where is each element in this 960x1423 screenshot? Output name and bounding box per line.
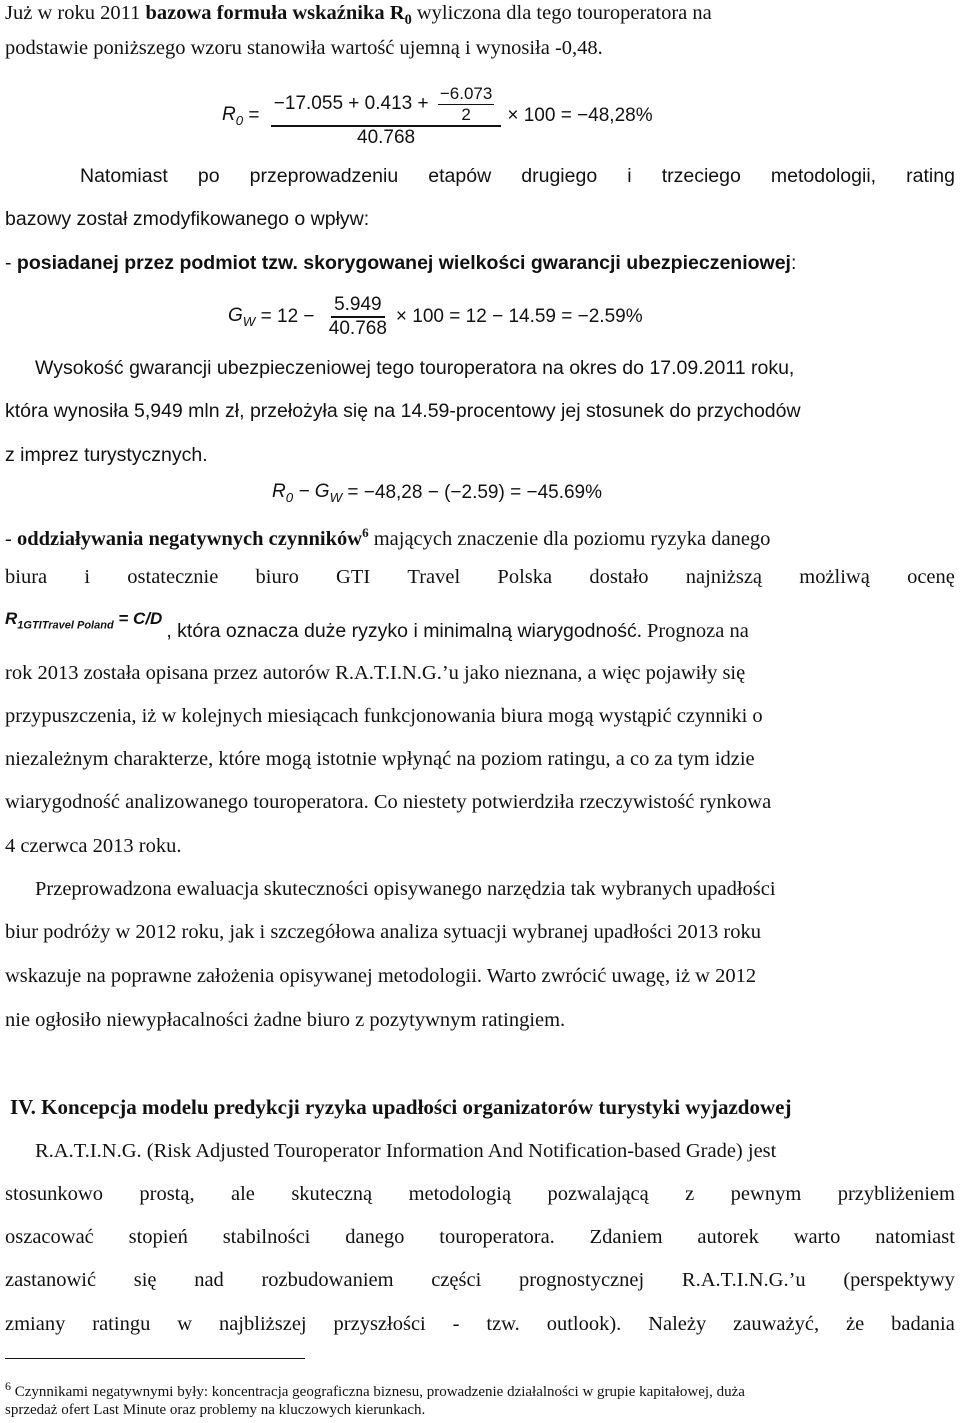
footnote-line-1	[5, 1376, 955, 1402]
paragraph-4-line-8: 4 czerwca 2013 roku.	[5, 835, 182, 857]
word: zastanowić	[5, 1269, 97, 1291]
word: danego	[345, 1226, 405, 1248]
formula-subscript: 0	[235, 112, 244, 128]
word: stabilności	[222, 1226, 311, 1248]
paragraph-4-line-4: rok 2013 została opisana przez autorów R.A.T.I.N.G.’u jako nieznana, a więc pojawiły się	[5, 662, 746, 684]
word: badania	[891, 1313, 955, 1335]
paragraph-3-line-3: z imprez turystycznych.	[5, 444, 208, 466]
equals-sign: =	[243, 105, 265, 126]
word: biura	[5, 566, 48, 588]
bullet-1	[5, 250, 955, 276]
formula-symbol: R	[272, 481, 286, 503]
word: z	[685, 1183, 695, 1205]
paragraph-5-line-1: Przeprowadzona ewaluacja skuteczności opisywanego narzędzia tak wybranych upadłości	[35, 878, 776, 900]
inner-fraction	[438, 84, 494, 125]
paragraph-5-line-2: biur podróży w 2012 roku, jak i szczegółowa analiza sytuacji wybranej upadłości 2013 roku	[5, 921, 762, 943]
paragraph-3-line-2: która wynosiła 5,949 mln zł, przełożyła się na 14.59-procentowy jej stosunek do przychodów	[5, 400, 801, 422]
inline-formula	[5, 606, 162, 638]
word: GTI	[336, 566, 371, 588]
paragraph-5-line-4: nie ogłosiło niewypłacalności żadne biuro z pozytywnym ratingiem.	[5, 1009, 566, 1031]
formula-fraction	[271, 84, 502, 149]
text-run: . Prognoza na	[636, 620, 749, 643]
word: ale	[231, 1183, 255, 1205]
word: natomiast	[875, 1226, 955, 1248]
formula-symbol: − G	[293, 481, 330, 503]
formula-lhs	[228, 305, 255, 329]
footnote-ref[interactable]: 6	[362, 525, 369, 540]
word: trzeciego	[661, 165, 741, 187]
formula-rhs: × 100 = 12 − 14.59 = −2.59%	[395, 306, 643, 327]
word: i	[84, 566, 91, 588]
word: metodologią	[408, 1183, 512, 1205]
word: Należy	[648, 1313, 707, 1335]
word: Zdaniem	[589, 1226, 663, 1248]
word: tzw.	[486, 1313, 520, 1335]
fraction-numerator	[271, 84, 502, 127]
formula-difference	[272, 478, 602, 508]
formula-fraction	[326, 294, 390, 340]
formula-gw	[228, 288, 643, 346]
paragraph-6-line-2	[5, 1181, 955, 1207]
paragraph-4-line-6: niezależnym charakterze, które mogą istotnie wpłynąć na poziom ratingu, a co za tym idzie	[5, 748, 755, 770]
word: się	[133, 1269, 157, 1291]
word: że	[846, 1313, 865, 1335]
word: autorek	[697, 1226, 759, 1248]
formula-gw-term	[293, 481, 342, 505]
word: rating	[906, 165, 955, 187]
word: skuteczną	[291, 1183, 373, 1205]
formula-lhs	[222, 104, 243, 128]
word: ratingu	[92, 1313, 151, 1335]
word: Travel	[407, 566, 461, 588]
word: po	[197, 165, 220, 187]
word: touroperatora.	[439, 1226, 555, 1248]
paragraph-4-line-5: przypuszczenia, iż w kolejnych miesiącach funkcjonowania biura mogą wystąpić czynniki o	[5, 705, 763, 727]
word: R.A.T.I.N.G.’u	[681, 1269, 806, 1291]
word: zmiany	[5, 1313, 66, 1335]
word: ocenę	[907, 566, 955, 588]
word: najbliższej	[218, 1313, 307, 1335]
formula-symbol: R	[222, 104, 236, 126]
bold-term-text: bazowa formuła wskaźnika R	[145, 2, 405, 24]
word: Polska	[497, 566, 553, 588]
word: biuro	[255, 566, 299, 588]
paragraph-2-line-2: bazowy został zmodyfikowanego o wpływ:	[5, 208, 370, 230]
bullet-colon: :	[790, 252, 797, 274]
word: najniższą	[685, 566, 763, 588]
footnote-text: Czynnikami negatywnymi były: koncentracja geograficzna biznesu, prowadzenie działalności w grupie kapitałowej, duża	[11, 1384, 745, 1400]
bold-term	[145, 2, 412, 29]
word: pewnym	[730, 1183, 802, 1205]
numerator-terms: −17.055 + 0.413 +	[273, 93, 434, 114]
formula-r0	[222, 78, 653, 154]
paragraph-1-line-1	[5, 0, 955, 33]
bullet-bold-text: oddziaływania negatywnych czynników	[16, 527, 363, 550]
word: Natomiast	[80, 165, 168, 187]
word: (perspektywy	[843, 1269, 955, 1291]
text-run: , która oznacza duże ryzyko i minimalną wiarygodność	[166, 620, 637, 643]
paragraph-2-line-1	[80, 163, 955, 189]
word: przybliżeniem	[837, 1183, 955, 1205]
formula-mid: = 12 −	[255, 306, 320, 327]
word: części	[431, 1269, 482, 1291]
bullet-dash: -	[5, 527, 17, 550]
word: prostą,	[139, 1183, 195, 1205]
word: outlook).	[546, 1313, 622, 1335]
bullet-bold-text: posiadanej przez podmiot tzw. skorygowanej wielkości gwarancji ubezpieczeniowej	[16, 252, 791, 274]
paragraph-3-line-1: Wysokość gwarancji ubezpieczeniowej tego touroperatora na okres do 17.09.2011 roku,	[35, 357, 795, 379]
section-heading: IV. Koncepcja modelu predykcji ryzyka upadłości organizatorów turystyki wyjazdowej	[10, 1095, 792, 1119]
word: nad	[194, 1269, 224, 1291]
paragraph-5-line-3: wskazuje na poprawne założenia opisywanej metodologii. Warto zwrócić uwagę, iż w 2012	[5, 965, 757, 987]
paragraph-6-line-3	[5, 1224, 955, 1250]
word: pozwalającą	[547, 1183, 649, 1205]
paragraph-6-line-4	[5, 1267, 955, 1293]
paragraph-1-line-2: podstawie poniższego wzoru stanowiła wartość ujemną i wynosiła -0,48.	[5, 37, 603, 59]
word: ostatecznie	[127, 566, 219, 588]
word: stopień	[128, 1226, 188, 1248]
word: stosunkowo	[5, 1183, 103, 1205]
paragraph-4-line-1	[5, 520, 955, 552]
fraction-denominator: 40.768	[328, 318, 387, 339]
formula-symbol: G	[228, 305, 243, 327]
word: przyszłości	[333, 1313, 426, 1335]
paragraph-4-line-7: wiarygodność analizowanego touroperatora. Co niestety potwierdziła rzeczywistość rynkowa	[5, 791, 772, 813]
bullet-dash: -	[5, 252, 17, 274]
word: warto	[793, 1226, 841, 1248]
footnote-line-2: sprzedaż ofert Last Minute oraz problemy na kluczowych kierunkach.	[5, 1402, 426, 1418]
word: przeprowadzeniu	[249, 165, 399, 187]
word: -	[452, 1313, 460, 1335]
formula-symbol: R	[5, 609, 18, 628]
text-run: mających znaczenie dla poziomu ryzyka danego	[368, 527, 771, 550]
word: dostało	[589, 566, 649, 588]
paragraph-4-line-3	[5, 606, 955, 644]
paragraph-6-line-1: R.A.T.I.N.G. (Risk Adjusted Touroperator Information And Notification-based Grade) jest	[35, 1140, 777, 1162]
footnote-separator	[5, 1358, 305, 1359]
word: etapów	[428, 165, 492, 187]
text-run: Już w roku 2011	[5, 2, 146, 24]
paragraph-4-line-2	[5, 564, 955, 590]
text-run: wyliczona dla tego touroperatora na	[411, 2, 712, 24]
word: metodologii,	[770, 165, 877, 187]
formula-subscript: W	[242, 313, 256, 329]
word: rozbudowaniem	[261, 1269, 394, 1291]
paragraph-6-line-5	[5, 1311, 955, 1337]
formula-rhs: = −48,28 − (−2.59) = −45.69%	[342, 482, 603, 503]
fraction-denominator: 40.768	[357, 126, 416, 148]
word: zauważyć,	[733, 1313, 820, 1335]
word: oszacować	[5, 1226, 94, 1248]
word: w	[177, 1313, 193, 1335]
word: możliwą	[799, 566, 870, 588]
formula-subscript: 1GTITravel Poland	[17, 619, 114, 632]
formula-subscript: 0	[285, 489, 294, 505]
formula-r0	[272, 481, 293, 505]
inner-numerator: −6.073	[439, 83, 493, 103]
formula-subscript: W	[329, 489, 343, 505]
word: prognostycznej	[518, 1269, 645, 1291]
formula-rhs: = C/D	[113, 609, 163, 628]
fraction-numerator: 5.949	[331, 294, 385, 318]
word: drugiego	[521, 165, 598, 187]
footnote-number: 6	[5, 1379, 11, 1393]
subscript: 0	[404, 12, 412, 29]
word: i	[627, 165, 632, 187]
formula-rhs: × 100 = −48,28%	[507, 105, 653, 126]
inner-denominator: 2	[461, 104, 471, 124]
